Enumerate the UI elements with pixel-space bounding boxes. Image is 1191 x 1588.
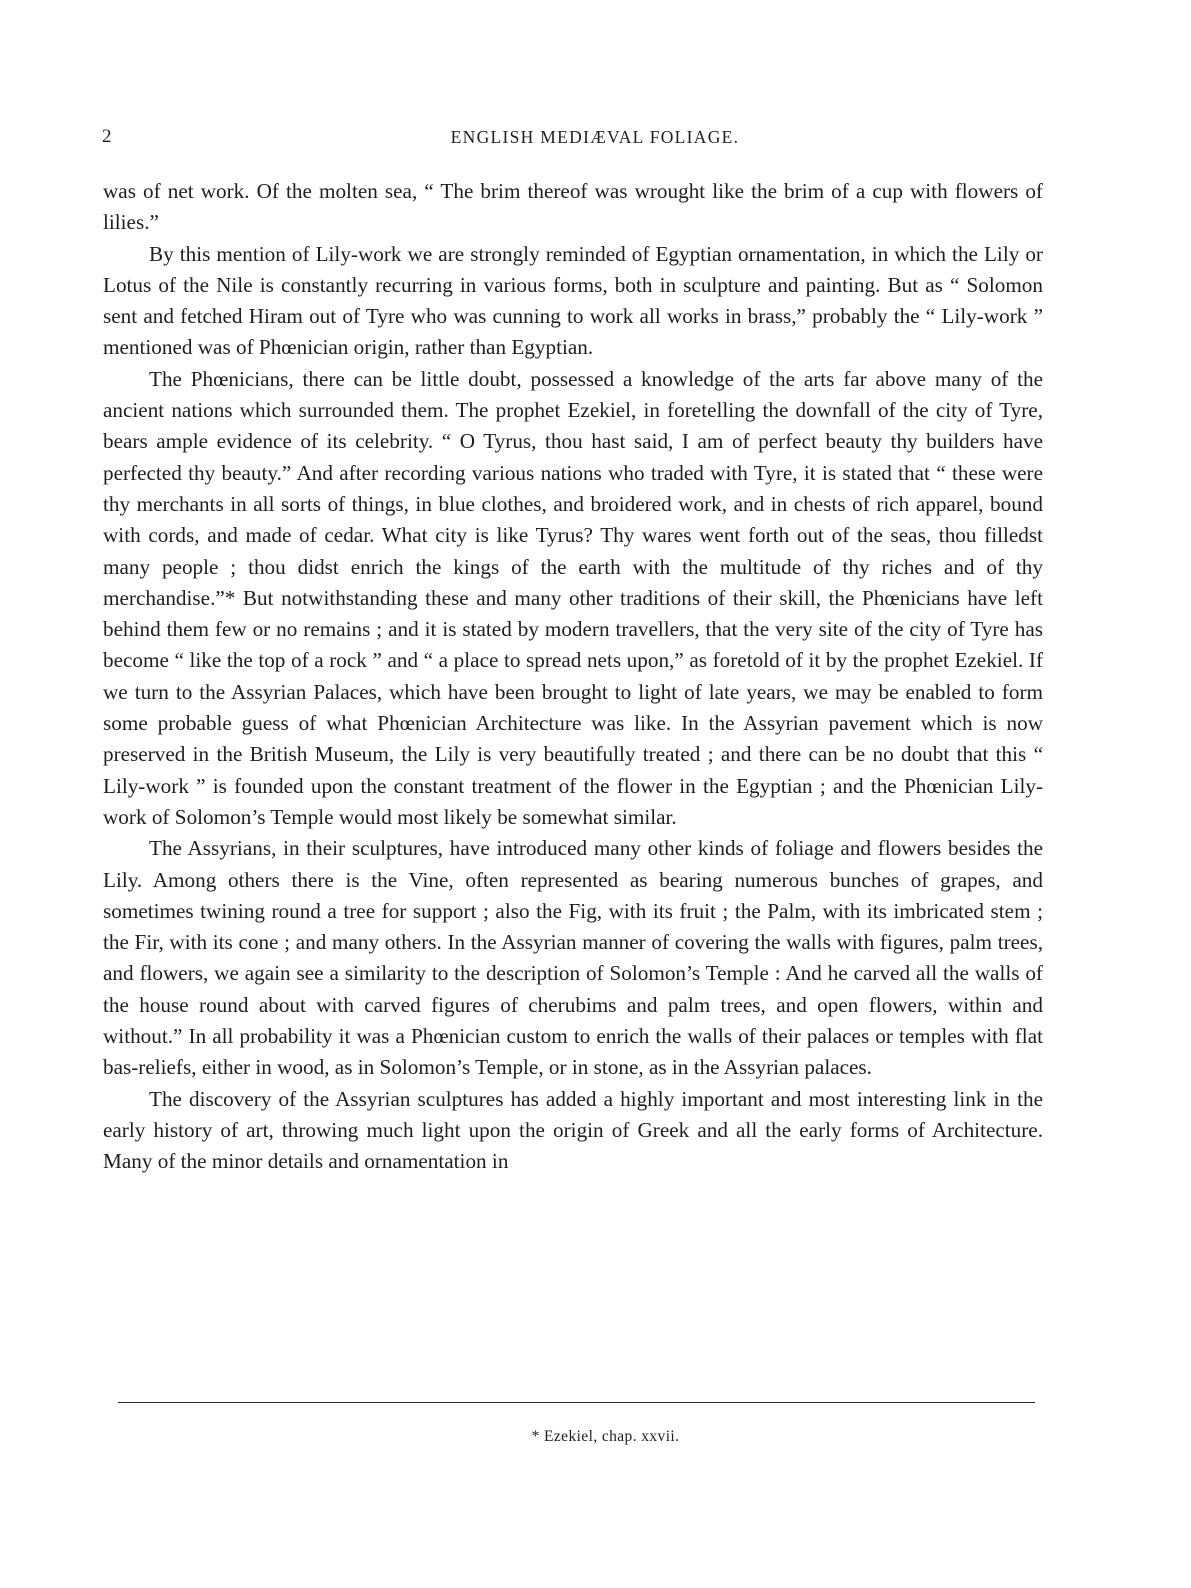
footnote-divider — [118, 1402, 1035, 1403]
running-title: ENGLISH MEDIÆVAL FOLIAGE. — [450, 127, 740, 147]
paragraph-discovery: The discovery of the Assyrian sculptures has added a highly important and most interesting link in the early history of art, throwing much light upon the origin of Greek and all the early forms of Architecture. Many of the minor details and ornamentation in — [103, 1086, 1043, 1174]
footnote: * Ezekiel, chap. xxvii. — [531, 1428, 680, 1445]
page-number: 2 — [102, 126, 112, 147]
paragraph-lily-work: By this mention of Lily-work we are strongly reminded of Egyptian ornamentation, in which the Lily or Lotus of the Nile is constantly recurring in various forms, both in sculpture and painting. But as “ Solomon sent and fetched Hiram out of Tyre who was cunning to work all works in brass,” probably the “ Lily-work ” mentioned was of Phœnician origin, rather than Egyptian. — [103, 241, 1043, 360]
paragraph-continued: was of net work. Of the molten sea, “ The brim thereof was wrought like the brim of a cup with flowers of lilies.” — [103, 179, 1043, 235]
paragraph-phoenicians: The Phœnicians, there can be little doubt, possessed a knowledge of the arts far above many of the ancient nations which surrounded them. The prophet Ezekiel, in foretelling the downfall of the city of Tyre, bears ample evidence of its celebrity. “ O Tyrus, thou hast said, I am of perfect beauty thy builders have perfected thy beauty.” And after recording various nations who traded with Tyre, it is stated that “ these were thy merchants in all sorts of things, in blue clothes, and broidered work, and in chests of rich apparel, bound with cords, and made of cedar. What city is like Tyrus? Thy wares went forth out of the seas, thou filledst many people ; thou didst enrich the kings of the earth with the multitude of thy riches and of thy merchandise.”* But notwithstanding these and many other traditions of their skill, the Phœnicians have left behind them few or no remains ; and it is stated by modern travellers, that the very site of the city of Tyre has become “ like the top of a rock ” and “ a place to spread nets upon,” as foretold of it by the prophet Ezekiel. If we turn to the Assyrian Palaces, which have been brought to light of late years, we may be enabled to form some probable guess of what Phœnician Architecture was like. In the Assyrian pavement which is now preserved in the British Museum, the Lily is very beautifully treated ; and there can be no doubt that this “ Lily-work ” is founded upon the constant treatment of the flower in the Egyptian ; and the Phœnician Lily-work of Solomon’s Temple would most likely be somewhat similar. — [103, 366, 1043, 829]
body-text — [103, 176, 1043, 1178]
page-header — [100, 126, 1060, 156]
paragraph-assyrians: The Assyrians, in their sculptures, have introduced many other kinds of foliage and flowers besides the Lily. Among others there is the Vine, often represented as bearing numerous bunches of grapes, and sometimes twining round a tree for support ; also the Fig, with its fruit ; the Palm, with its imbricated stem ; the Fir, with its cone ; and many others. In the Assyrian manner of covering the walls with figures, palm trees, and flowers, we again see a similarity to the description of Solomon’s Temple : And he carved all the walls of the house round about with carved figures of cherubims and palm trees, and open flowers, within and without.” In all probability it was a Phœnician custom to enrich the walls of their palaces or temples with flat bas-reliefs, either in wood, as in Solomon’s Temple, or in stone, as in the Assyrian palaces. — [103, 836, 1043, 1080]
